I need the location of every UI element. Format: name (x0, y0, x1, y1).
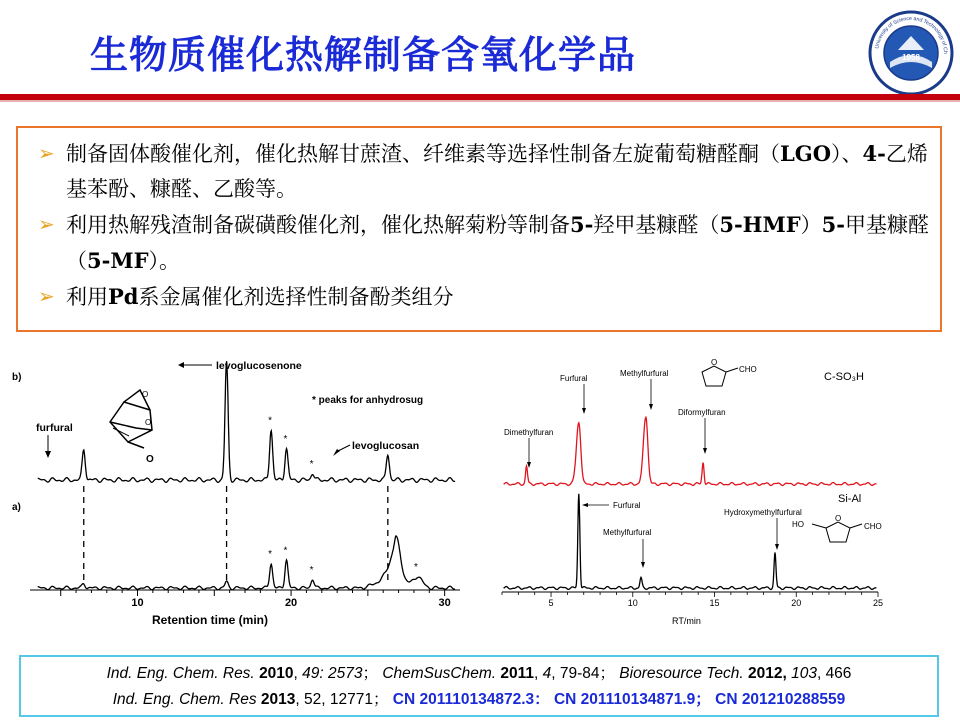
reference-segment: , 52, 12771； (295, 691, 393, 708)
label-levoglucosenone: levoglucosenone (216, 360, 302, 372)
title-divider-shadow (0, 100, 960, 102)
axis-title-right: RT/min (672, 616, 701, 626)
furan-structure-top (702, 366, 738, 386)
chromatogram-trace (38, 536, 455, 590)
reference-segment: ； (362, 665, 383, 682)
university-logo (868, 10, 954, 96)
bullet-arrow-icon: ➢ (38, 212, 55, 236)
logo-year: 1958 (902, 53, 920, 62)
label-levoglucosan: levoglucosan (352, 440, 420, 452)
reference-segment: Ind. Eng. Chem. Res (112, 691, 257, 708)
logo-ring-text: University of Science and Technology of Ch (874, 15, 949, 54)
reference-segment: 2012, (743, 665, 787, 682)
trace-si-al (504, 494, 877, 590)
x-tick-label: 25 (872, 598, 884, 608)
trace-b (38, 361, 455, 482)
reference-line (29, 687, 929, 713)
svg-text:O: O (142, 390, 149, 399)
x-tick-label: 30 (438, 597, 451, 609)
label-furfural-top: Furfural (560, 374, 588, 383)
panel-label-si-al: Si-Al (838, 493, 862, 505)
reference-segment: , 466 (816, 665, 852, 682)
reference-segment: 103 (791, 665, 817, 682)
asterisk-label: * (283, 434, 288, 446)
x-tick-label: 20 (284, 597, 298, 609)
reference-segment: CN 201210288559 (710, 691, 846, 708)
reference-line (29, 661, 929, 687)
chromatogram-right (496, 352, 896, 632)
label-peaks-note: * peaks for anhydrosug (312, 395, 424, 406)
svg-text:O: O (835, 514, 842, 523)
reference-segment: , 79-84； (551, 665, 620, 682)
furan-structure-bottom (812, 522, 862, 542)
reference-segment: , (533, 665, 543, 682)
reference-segment: 2010 (259, 665, 294, 682)
axis-left (30, 590, 460, 609)
asterisk-label: * (268, 549, 273, 561)
panel-label-b: b) (12, 372, 22, 383)
label-cho-bottom: CHO (864, 522, 882, 531)
reference-segment: ChemSusChem. (382, 665, 497, 682)
label-methylfurfural-top: Methylfurfural (620, 369, 669, 378)
asterisk-label: * (268, 415, 273, 427)
chromatogram-trace (504, 417, 877, 485)
svg-text:O: O (145, 418, 152, 427)
label-ho: HO (792, 520, 804, 529)
reference-segment: Ind. Eng. Chem. Res. (106, 665, 260, 682)
asterisk-label: * (309, 564, 314, 576)
reference-segment: CN 201110134872.3： (392, 691, 550, 708)
reference-segment: 4 (542, 665, 552, 682)
reference-segment: 2011 (496, 665, 534, 682)
label-methylfurfural-bottom: Methylfurfural (603, 528, 652, 537)
axis-title-left: Retention time (min) (152, 613, 268, 627)
chromatogram-left (0, 352, 470, 642)
asterisk-label: * (414, 562, 418, 573)
label-cho-top: CHO (739, 365, 757, 374)
x-tick-label: 20 (791, 598, 802, 608)
trace-c-so3h (504, 417, 877, 485)
page-title: 生物质催化热解制备含氧化学品 (90, 33, 637, 77)
bullet-item: ➢ 利用Pd系金属催化剂选择性制备酚类组分 (38, 279, 930, 315)
x-tick-label: 10 (627, 598, 638, 608)
reference-segment: 49: 2573 (302, 665, 363, 682)
asterisk-label: * (309, 458, 314, 470)
x-tick-label: 10 (131, 597, 144, 609)
structure-o-label: O (146, 454, 154, 465)
chromatogram-trace (38, 361, 455, 482)
svg-text:O: O (711, 358, 718, 367)
reference-segment: Bioresource Tech. (619, 665, 744, 682)
asterisk-label: * (283, 545, 288, 557)
chromatogram-trace (504, 494, 877, 590)
label-diformylfuran: Diformylfuran (678, 408, 726, 417)
trace-a (38, 536, 455, 590)
bullet-box (16, 126, 942, 332)
reference-segment: , (293, 665, 303, 682)
label-furfural-bottom: Furfural (613, 501, 641, 510)
x-tick-label: 5 (548, 598, 554, 608)
bullet-arrow-icon: ➢ (38, 284, 55, 308)
label-hydroxymethylfurfural: Hydroxymethylfurfural (724, 508, 802, 517)
label-dimethylfuran: Dimethylfuran (504, 428, 554, 437)
bullet-item: ➢ 利用热解残渣制备碳磺酸催化剂，催化热解菊粉等制备5-羟甲基糠醛（5-HMF）5-甲基糠醛（5-MF）。 (38, 207, 930, 279)
x-tick-label: 15 (709, 598, 720, 608)
axis-right (502, 592, 883, 608)
panel-label-a: a) (12, 502, 21, 513)
reference-segment: 2013 (256, 691, 296, 708)
bullet-item: ➢ 制备固体酸催化剂，催化热解甘蔗渣、纤维素等选择性制备左旋葡萄糖醛酮（LGO）、4-乙烯基苯酚、糠醛、乙酸等。 (38, 136, 930, 207)
references-box (19, 655, 939, 717)
reference-segment: CN 201110134871.9； (549, 691, 711, 708)
bullet-arrow-icon: ➢ (38, 141, 55, 165)
panel-label-c-so3h: C-SO₃H (824, 371, 864, 383)
label-furfural: furfural (36, 422, 73, 434)
